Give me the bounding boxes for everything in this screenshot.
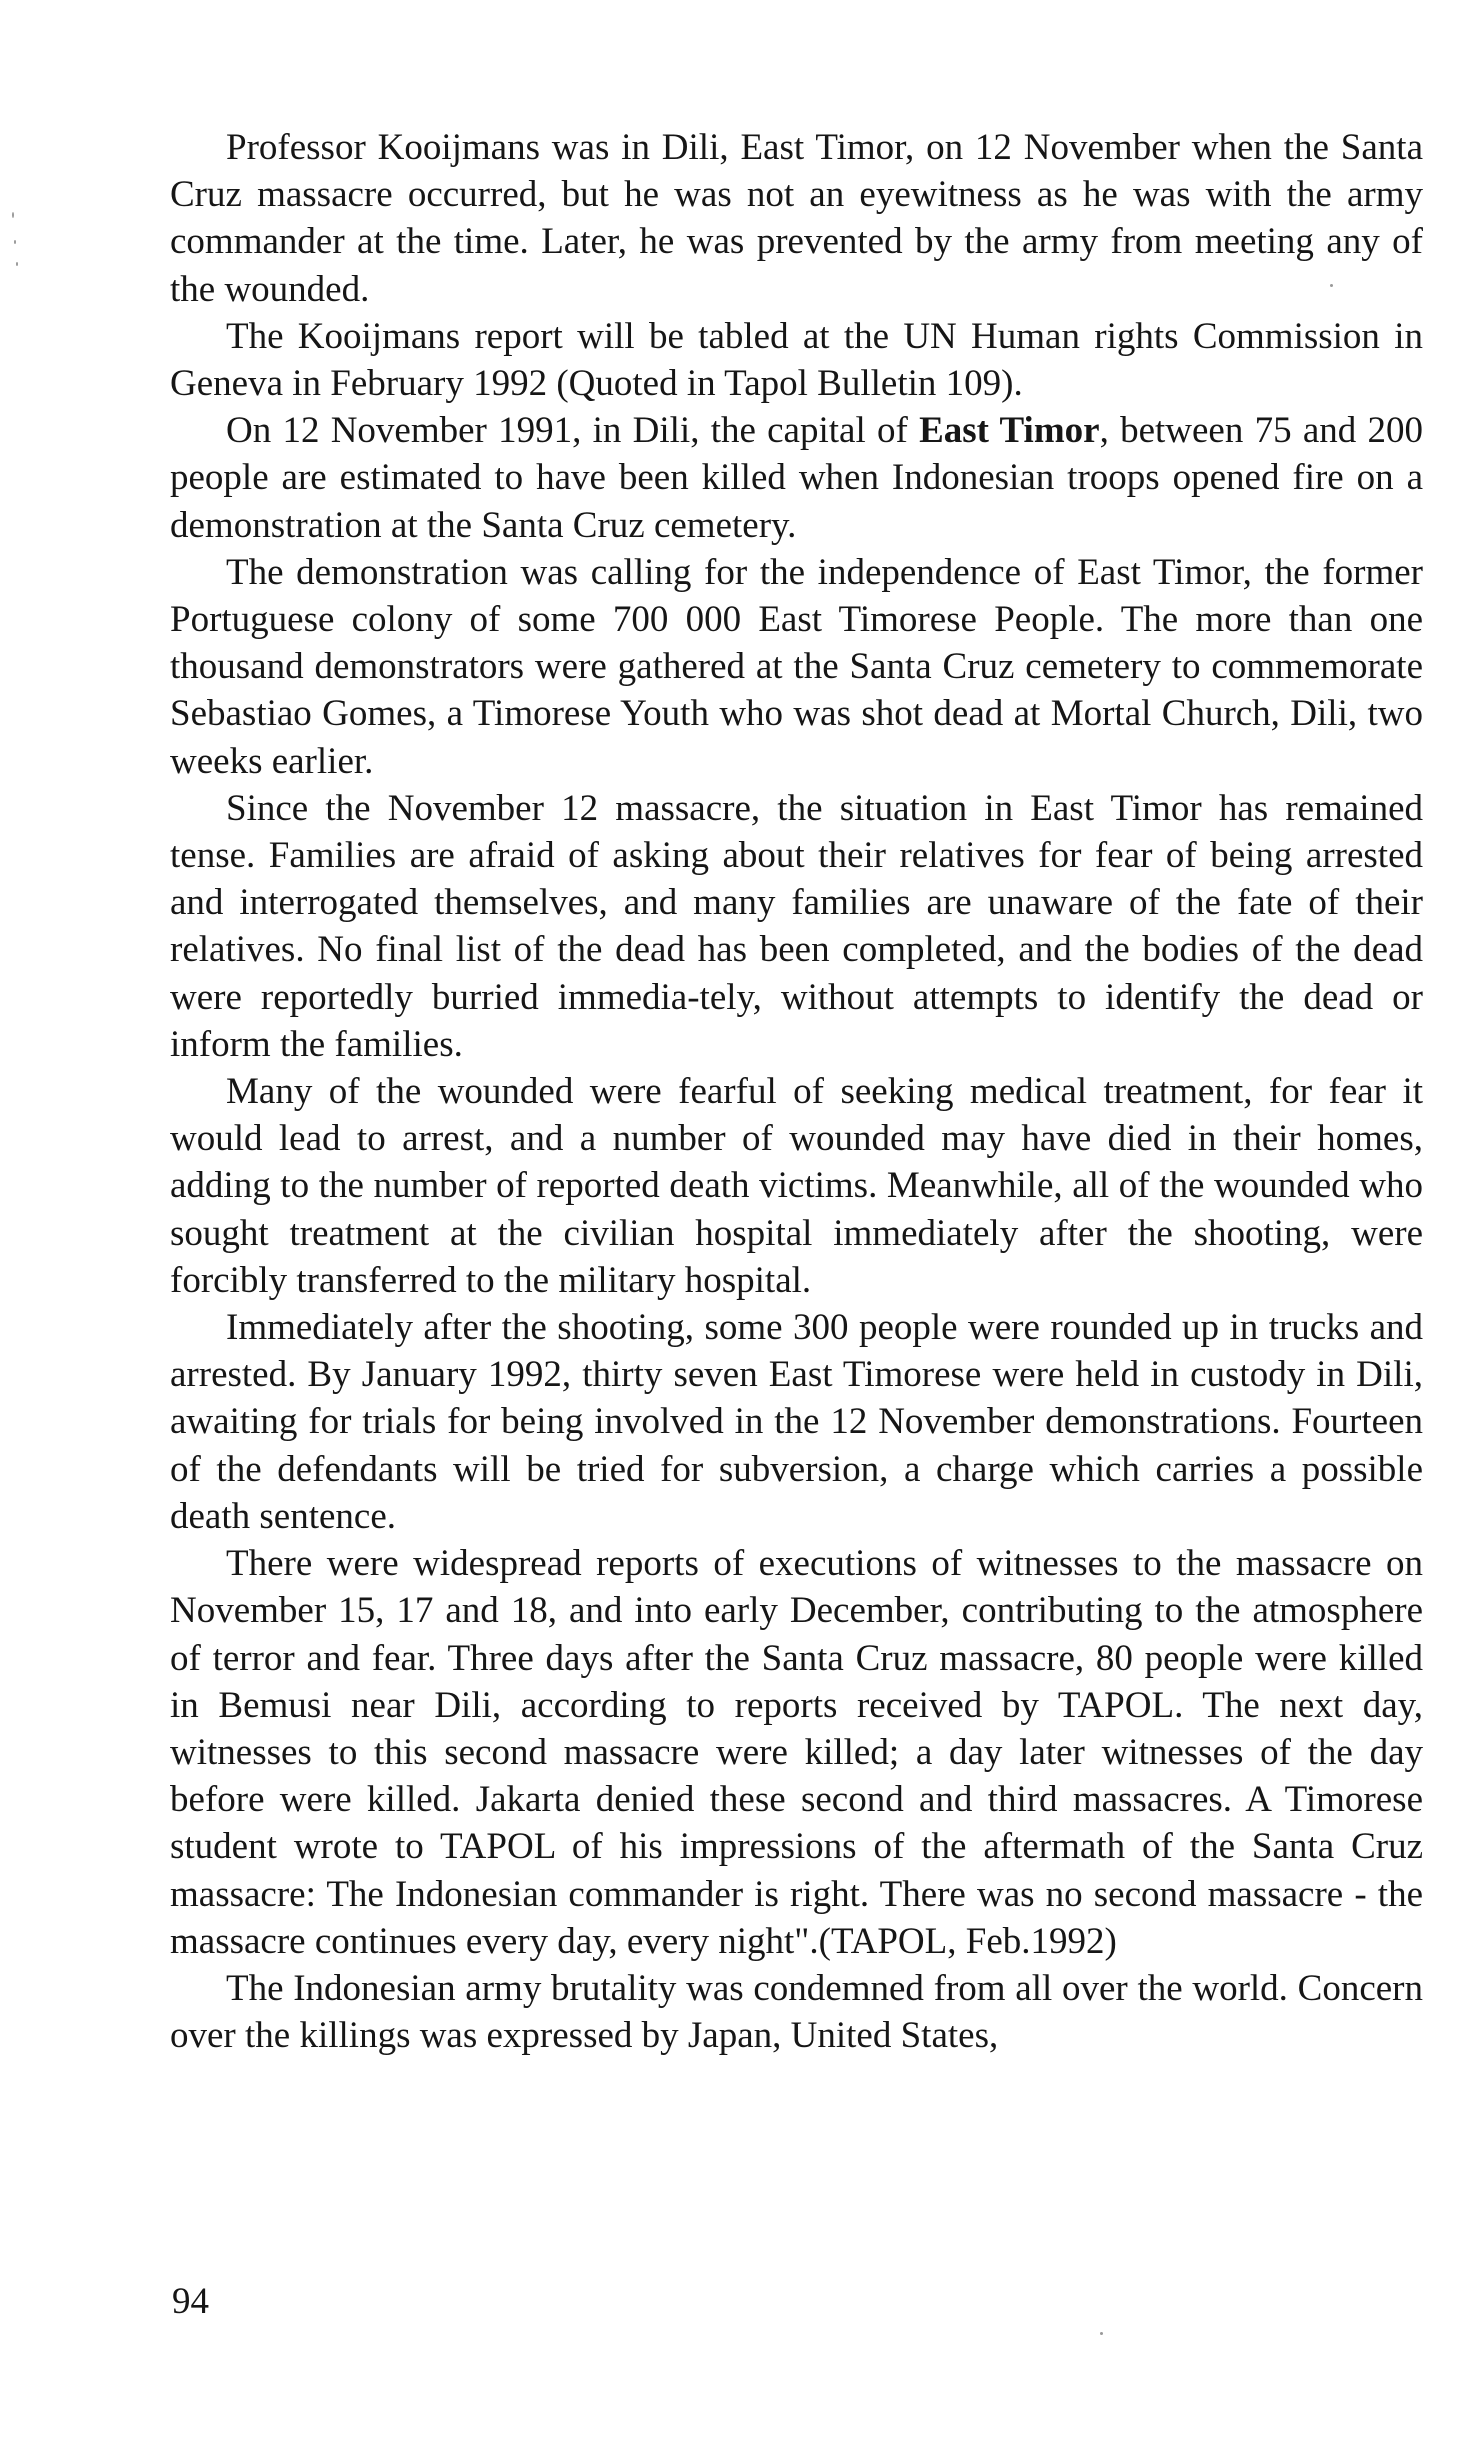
page-body xyxy=(170,124,1423,2059)
paragraph-text: On 12 November 1991, in Dili, the capital of xyxy=(226,410,920,452)
paragraph-text: Since the November 12 massacre, the situation in East Timor has remained tense. Families are afraid of asking about their relatives for fear of being arrested and interrogated themselves, and many families are unaware of the fate of their relatives. No final list of the dead has been completed, and the bodies of the dead were reportedly burried immedia-tely, without attempts to identify the dead or inform the families. xyxy=(170,787,1423,1065)
paragraph-7 xyxy=(170,1304,1423,1540)
paragraph-text: Professor Kooijmans was in Dili, East Timor, on 12 November when the Santa Cruz massacre occurred, but he was not an eyewitness as he was with the army commander at the time. Later, he was prevented by the army from meeting any of the wounded. xyxy=(170,127,1423,310)
scan-speck xyxy=(1100,2332,1103,2335)
paragraph-5 xyxy=(170,785,1423,1068)
paragraph-text: There were widespread reports of executions of witnesses to the massacre on November 15, 17 and 18, and into early December, contributing to the atmosphere of terror and fear. Three days after the Santa Cruz massacre, 80 people were killed in Bemusi near Dili, according to reports received by TAPOL. The next day, witnesses to this second massacre were killed; a day later witnesses of the day before were killed. Jakarta denied these second and third massacres. A Timorese student wrote to TAPOL of his impressions of the aftermath of the Santa Cruz massacre: The Indonesian commander is right. There was no second massacre - the massacre continues every day, every night".(TAPOL, Feb.1992) xyxy=(170,1543,1423,1962)
paragraph-text: Many of the wounded were fearful of seeking medical treatment, for fear it would lead to arrest, and a number of wounded may have died in their homes, adding to the number of reported death victims. Meanwhile, all of the wounded who sought treatment at the civilian hospital immediately after the shooting, were forcibly transferred to the military hospital. xyxy=(170,1071,1423,1301)
paragraph-2 xyxy=(170,313,1423,407)
paragraph-9 xyxy=(170,1965,1423,2059)
paragraph-text: The Kooijmans report will be tabled at the UN Human rights Commission in Geneva in February 1992 (Quoted in Tapol Bulletin 109). xyxy=(170,315,1423,405)
paragraph-6 xyxy=(170,1068,1423,1304)
scan-speck xyxy=(14,240,16,244)
page-number: 94 xyxy=(172,2281,209,2322)
scan-speck xyxy=(16,262,18,266)
scan-speck xyxy=(12,212,14,218)
paragraph-text-continued: , between 75 and 200 people are estimated to have been killed when Indonesian troops opened fire on a demonstration at the Santa Cruz cemetery. xyxy=(170,410,1423,546)
paragraph-4 xyxy=(170,549,1423,785)
paragraph-text: The Indonesian army brutality was condemned from all over the world. Concern over the killings was expressed by Japan, United States, xyxy=(170,1967,1423,2057)
paragraph-3 xyxy=(170,407,1423,549)
paragraph-1 xyxy=(170,124,1423,313)
bold-term-east-timor: East Timor xyxy=(919,410,1100,452)
paragraph-8 xyxy=(170,1540,1423,1965)
scan-speck xyxy=(1330,284,1333,287)
paragraph-text: The demonstration was calling for the independence of East Timor, the former Portuguese colony of some 700 000 East Timorese People. The more than one thousand demonstrators were gathered at the Santa Cruz cemetery to commemorate Sebastiao Gomes, a Timorese Youth who was shot dead at Mortal Church, Dili, two weeks earlier. xyxy=(170,551,1423,782)
paragraph-text: Immediately after the shooting, some 300 people were rounded up in trucks and arrested. By January 1992, thirty seven East Timorese were held in custody in Dili, awaiting for trials for being involved in the 12 November demonstrations. Fourteen of the defendants will be tried for subversion, a charge which carries a possible death sentence. xyxy=(170,1307,1423,1537)
